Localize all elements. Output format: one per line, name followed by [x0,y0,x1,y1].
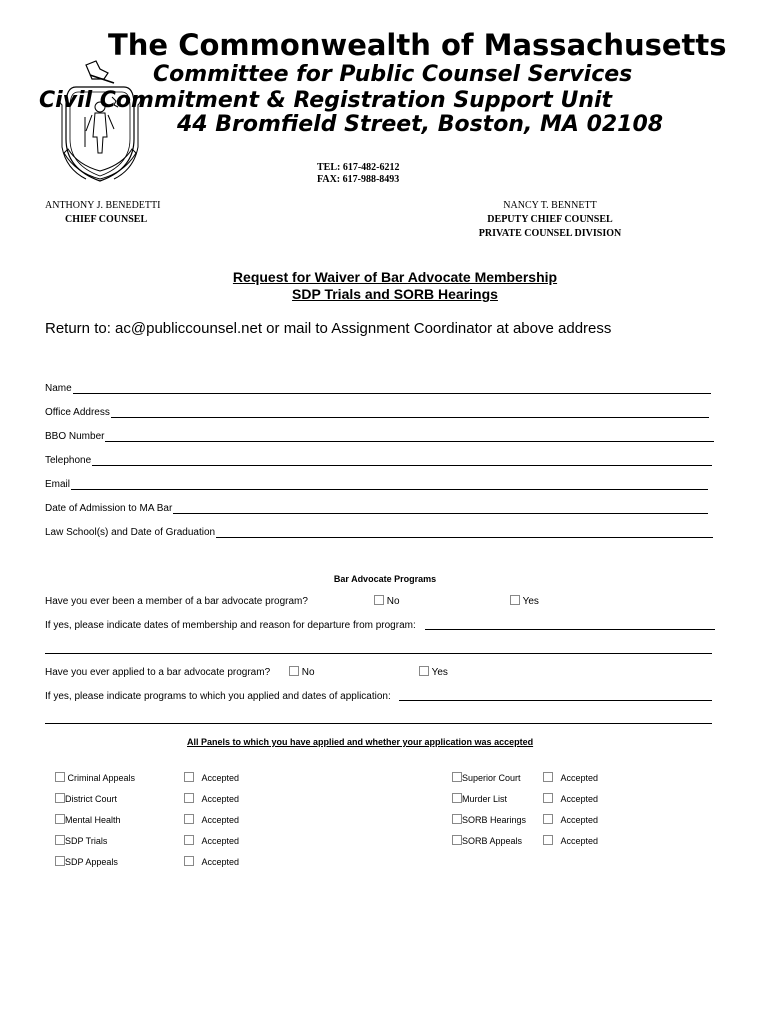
panel-sorb-hearings-accepted[interactable] [543,814,598,825]
q1-followup-input-line2[interactable] [45,653,712,654]
division-name: PRIVATE COUNSEL DIVISION [478,228,622,239]
panel-sorb-hearings[interactable] [452,814,526,825]
telephone-label: Telephone [45,455,92,466]
panel-district-court-label: District Court [65,794,118,804]
name-input[interactable] [73,384,711,394]
q2-yes-option[interactable] [419,666,448,678]
panel-murder-list-label: Murder List [462,794,508,804]
law-school-input[interactable] [216,528,713,538]
q2-no-label: No [301,667,315,678]
q1-label: Have you ever been a member of a bar advocate program? [45,596,308,607]
header-address: 44 Bromfield Street, Boston, MA 02108 [177,112,664,137]
law-school-label: Law School(s) and Date of Graduation [45,527,216,538]
chief-counsel-title: CHIEF COUNSEL [65,214,148,225]
header-tel: TEL: 617-482-6212 [317,162,400,173]
panel-sdp-appeals-checkbox[interactable] [55,856,65,866]
name-label: Name [45,383,72,394]
panel-district-court-accepted[interactable] [184,793,239,804]
panel-sorb-appeals-checkbox[interactable] [452,835,462,845]
accepted-label: Accepted [201,815,240,825]
bar-admission-label: Date of Admission to MA Bar [45,503,173,514]
accepted-checkbox[interactable] [543,814,553,824]
accepted-checkbox[interactable] [184,814,194,824]
q2-no-checkbox[interactable] [289,666,299,676]
accepted-label: Accepted [201,773,240,783]
telephone-field-row[interactable] [45,455,712,466]
bbo-number-input[interactable] [105,432,714,442]
q2-yes-label: Yes [431,667,448,678]
accepted-checkbox[interactable] [184,856,194,866]
q1-no-option[interactable] [374,595,400,607]
form-title-line2: SDP Trials and SORB Hearings [292,286,498,302]
accepted-label: Accepted [201,836,240,846]
panel-sorb-appeals-accepted[interactable] [543,835,598,846]
accepted-label: Accepted [560,794,599,804]
panel-mental-health[interactable] [55,814,121,825]
massachusetts-seal-icon [56,57,144,185]
panel-sdp-trials[interactable] [55,835,107,846]
accepted-checkbox[interactable] [184,772,194,782]
panel-district-court[interactable] [55,793,117,804]
panel-murder-list[interactable] [452,793,507,804]
accepted-label: Accepted [560,815,599,825]
q2-yes-checkbox[interactable] [419,666,429,676]
q2-followup-input[interactable] [399,700,712,701]
email-label: Email [45,479,71,490]
deputy-counsel-name: NANCY T. BENNETT [503,200,597,211]
q1-no-checkbox[interactable] [374,595,384,605]
panel-sorb-hearings-checkbox[interactable] [452,814,462,824]
panel-criminal-appeals[interactable] [55,772,135,783]
panel-sdp-appeals[interactable] [55,856,118,867]
header-subtitle-unit: Civil Commitment & Registration Support Unit [39,88,613,113]
panel-superior-court-accepted[interactable] [543,772,598,783]
panel-murder-list-accepted[interactable] [543,793,598,804]
deputy-counsel-title: DEPUTY CHIEF COUNSEL [487,214,613,225]
panel-sdp-appeals-label: SDP Appeals [65,857,118,867]
q2-label: Have you ever applied to a bar advocate program? [45,667,271,678]
q1-followup-label: If yes, please indicate dates of membership and reason for departure from program: [45,620,416,631]
panel-mental-health-checkbox[interactable] [55,814,65,824]
q2-followup-label: If yes, please indicate programs to which you applied and dates of application: [45,691,391,702]
bar-admission-input[interactable] [173,504,708,514]
accepted-checkbox[interactable] [184,793,194,803]
panel-criminal-appeals-label: Criminal Appeals [65,773,136,783]
panel-sdp-trials-accepted[interactable] [184,835,239,846]
q1-followup-input[interactable] [425,629,715,630]
panel-superior-court-checkbox[interactable] [452,772,462,782]
panel-superior-court[interactable] [452,772,521,783]
law-school-field-row[interactable] [45,527,713,538]
accepted-label: Accepted [560,773,599,783]
panel-sdp-trials-checkbox[interactable] [55,835,65,845]
office-address-field-row[interactable] [45,407,709,418]
chief-counsel-name: ANTHONY J. BENEDETTI [45,200,161,211]
bbo-number-label: BBO Number [45,431,105,442]
header-fax: FAX: 617-988-8493 [317,174,400,185]
header-subtitle-committee: Committee for Public Counsel Services [153,62,633,87]
panels-heading [187,737,533,747]
panel-sorb-appeals[interactable] [452,835,522,846]
email-field-row[interactable] [45,479,708,490]
header-title: The Commonwealth of Massachusetts [108,28,727,62]
programs-heading: Bar Advocate Programs [333,574,437,584]
telephone-input[interactable] [92,456,712,466]
accepted-checkbox[interactable] [184,835,194,845]
accepted-checkbox[interactable] [543,835,553,845]
panel-mental-health-accepted[interactable] [184,814,239,825]
panel-sdp-trials-label: SDP Trials [65,836,108,846]
q2-no-option[interactable] [289,666,315,678]
return-to-instructions: Return to: ac@publiccounsel.net or mail to Assignment Coordinator at above address [45,320,612,337]
office-address-input[interactable] [111,408,709,418]
panel-mental-health-label: Mental Health [65,815,121,825]
q1-yes-label: Yes [522,596,539,607]
accepted-label: Accepted [201,794,240,804]
accepted-checkbox[interactable] [543,793,553,803]
q2-followup-input-line2[interactable] [45,723,712,724]
office-address-label: Office Address [45,407,110,418]
panel-murder-list-checkbox[interactable] [452,793,462,803]
panels-heading-text: All Panels to which you have applied and whether your application was accepted [187,737,534,747]
name-field-row[interactable] [45,383,711,394]
panel-criminal-appeals-checkbox[interactable] [55,772,65,782]
accepted-checkbox[interactable] [543,772,553,782]
accepted-label: Accepted [201,857,240,867]
bar-admission-field-row[interactable] [45,503,708,514]
form-title-line1: Request for Waiver of Bar Advocate Membership [232,269,558,285]
accepted-label: Accepted [560,836,599,846]
q1-yes-checkbox[interactable] [510,595,520,605]
bbo-number-field-row[interactable] [45,431,714,442]
panel-sdp-appeals-accepted[interactable] [184,856,239,867]
email-input[interactable] [71,480,708,490]
panel-sorb-hearings-label: SORB Hearings [462,815,527,825]
panel-criminal-appeals-accepted[interactable] [184,772,239,783]
panel-sorb-appeals-label: SORB Appeals [462,836,523,846]
panel-superior-court-label: Superior Court [462,773,521,783]
q1-yes-option[interactable] [510,595,539,607]
panel-district-court-checkbox[interactable] [55,793,65,803]
q1-no-label: No [386,596,400,607]
